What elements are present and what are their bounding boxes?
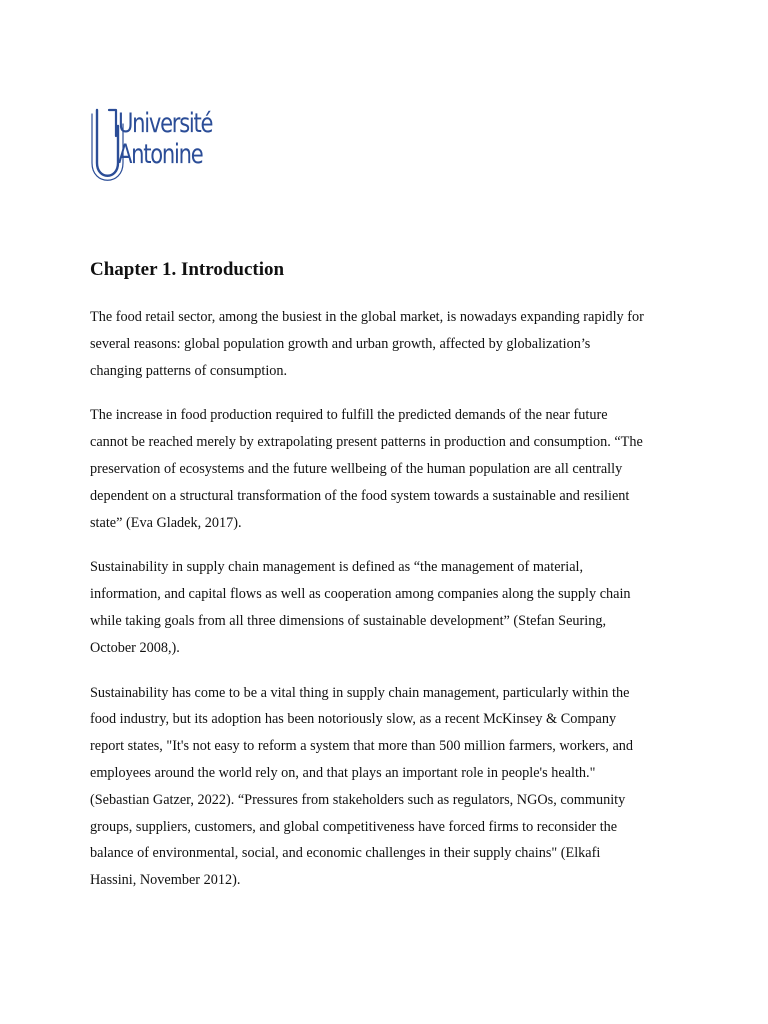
university-logo-line-2: Antonine (118, 139, 203, 170)
introduction-paragraph-4 (90, 680, 686, 894)
paragraph-line: Sustainability in supply chain management is defined as “the management of material, (90, 559, 584, 576)
paragraph-line: changing patterns of consumption. (90, 362, 288, 379)
paragraph-line: Hassini, November 2012). (90, 872, 241, 889)
document-body (90, 256, 686, 912)
university-logo-line-1: Université (118, 108, 213, 139)
paragraph-line: cannot be reached merely by extrapolating present patterns in production and consumption. “The (90, 434, 643, 451)
chapter-title: Chapter 1. Introduction (90, 259, 285, 280)
paragraph-line: The increase in food production required to fulfill the predicted demands of the near future (90, 407, 608, 424)
introduction-paragraph-3 (90, 554, 686, 661)
university-logo (88, 102, 228, 188)
paragraph-line: information, and capital flows as well as cooperation among companies along the supply chain (90, 586, 631, 603)
paragraph-line: Sustainability has come to be a vital thing in supply chain management, particularly within the (90, 684, 630, 701)
paragraph-line: food industry, but its adoption has been notoriously slow, as a recent McKinsey & Company (90, 711, 617, 728)
paragraph-line: state” (Eva Gladek, 2017). (90, 514, 242, 531)
university-logo-wordmark (118, 108, 212, 170)
paragraph-line: employees around the world rely on, and that plays an important role in people's health." (90, 764, 596, 781)
paragraph-line: while taking goals from all three dimensions of sustainable development” (Stefan Seuring, (90, 612, 607, 629)
paragraph-line: October 2008,). (90, 639, 180, 656)
paragraph-line: groups, suppliers, customers, and global competitiveness have forced firms to reconsider the (90, 818, 618, 835)
paragraph-line: several reasons: global population growth and urban growth, affected by globalization’s (90, 335, 591, 352)
paragraph-line: balance of environmental, social, and economic challenges in their supply chains" (Elkafi (90, 845, 601, 862)
paragraph-line: The food retail sector, among the busiest in the global market, is nowadays expanding rapidly for (90, 309, 644, 325)
paragraph-line: preservation of ecosystems and the future wellbeing of the human population are all centrally (90, 460, 623, 477)
introduction-paragraph-2 (90, 402, 686, 536)
paragraph-line: dependent on a structural transformation of the food system towards a sustainable and resilient (90, 487, 630, 504)
introduction-paragraph-1 (90, 304, 686, 384)
paragraph-line: report states, "It's not easy to reform a system that more than 500 million farmers, workers, and (90, 738, 634, 755)
paragraph-line: (Sebastian Gatzer, 2022). “Pressures from stakeholders such as regulators, NGOs, community (90, 791, 626, 808)
